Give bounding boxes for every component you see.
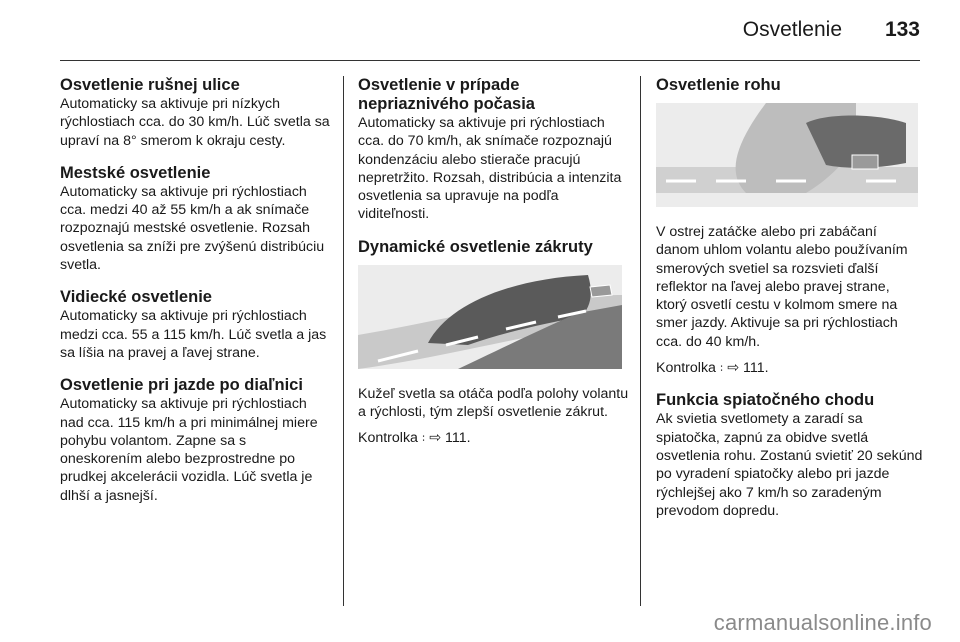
section-heading: Vidiecké osvetlenie (60, 288, 212, 307)
watermark: carmanualsonline.info (713, 610, 932, 635)
page-reference-arrow-icon: ⇨ (429, 430, 442, 447)
section-heading: Mestské osvetlenie (60, 163, 211, 182)
column-divider-left (343, 76, 344, 606)
column-middle (358, 76, 630, 448)
section-text: Automaticky sa aktivuje pri rýchlostiach medzi cca. 55 a 115 km/h. Lúč svetla a jas sa líšia na pravej a ľavej strane. (60, 308, 327, 361)
page-header (60, 0, 920, 62)
section-text: V ostrej zatáčke alebo pri zabáčaní danom uhlom volantu alebo používaním smerových svetiel sa rozsvieti ďalší reflektor na ľavej alebo pravej strane, ktorý osvetlí cestu v kolmom smere na smer jazdy. Aktivuje sa pri rýchlostiach cca. do 40 km/h. (656, 224, 908, 350)
section-busy-street-lighting (60, 76, 332, 150)
section-adverse-weather-lighting (358, 76, 630, 224)
section-heading: Funkcia spiatočného chodu (656, 391, 875, 410)
corner-lighting-illustration (656, 103, 924, 207)
section-heading: Osvetlenie rohu (656, 76, 781, 94)
section-city-lighting (60, 164, 332, 274)
indicator-reference: Kontrolka ꞉ ⇨ 111. (656, 360, 769, 377)
section-dynamic-curve-lighting (358, 238, 630, 448)
headlight-indicator-icon: ꞉ (421, 431, 426, 446)
section-heading: Dynamické osvetlenie zákruty (358, 237, 593, 256)
section-text: Kužeľ svetla sa otáča podľa polohy volantu a rýchlosti, tým zlepší osvetlenie zákrut. (358, 385, 629, 421)
section-text: Ak svietia svetlomety a zaradí sa spiatočka, zapnú za obidve svetlá osvetlenia rohu. Zostanú svietiť 20 sekúnd po vyradení spiatočky alebo pri jazde rýchlejšej ako 7 km/h so zaradeným prevodom dopredu. (656, 411, 923, 519)
section-heading: Osvetlenie rušnej ulice (60, 76, 240, 94)
column-divider-right (640, 76, 641, 606)
indicator-reference: Kontrolka ꞉ ⇨ 111. (358, 430, 471, 447)
section-text: Automaticky sa aktivuje pri rýchlostiach nad cca. 115 km/h a pri minimálnej miere pohybu volantom. Zapne sa s oneskorením alebo bezprostredne po prudkej akcelerácii vozidla. Lúč svetla je dlhší a jasnejší. (60, 396, 318, 504)
section-corner-lighting (656, 76, 924, 377)
page-reference-link[interactable]: 111. (743, 360, 769, 377)
page-reference-link[interactable]: 111. (445, 430, 471, 447)
header-rule (60, 60, 920, 61)
page-title: Osvetlenie (742, 18, 842, 41)
section-motorway-lighting (60, 376, 332, 505)
section-country-lighting (60, 288, 332, 362)
section-heading: Osvetlenie v prípade nepriaznivého počasia (358, 76, 535, 113)
column-right (656, 76, 924, 534)
page-reference-arrow-icon: ⇨ (727, 360, 740, 377)
page-number: 133 (884, 18, 920, 41)
section-text: Automaticky sa aktivuje pri nízkych rýchlostiach cca. do 30 km/h. Lúč svetla sa upraví na 8° smerom k okraju cesty. (60, 96, 330, 149)
section-heading: Osvetlenie pri jazde po diaľnici (60, 376, 303, 395)
section-text: Automaticky sa aktivuje pri rýchlostiach cca. medzi 40 až 55 km/h a ak snímače rozpoznajú mestské osvetlenie. Rozsah osvetlenia sa zníži pre zvýšenú distribúciu svetla. (60, 183, 325, 274)
column-left (60, 76, 332, 519)
section-text: Automaticky sa aktivuje pri rýchlostiach cca. do 70 km/h, ak snímače rozpoznajú kondenzáciu alebo stierače pracujú nepretržito. Rozsah, distribúcia a intenzita osvetlenia sa upravuje na podľa viditeľnosti. (358, 115, 622, 223)
section-reverse-gear-function (656, 391, 924, 520)
headlight-indicator-icon: ꞉ (719, 361, 724, 376)
curve-lighting-illustration (358, 265, 630, 369)
